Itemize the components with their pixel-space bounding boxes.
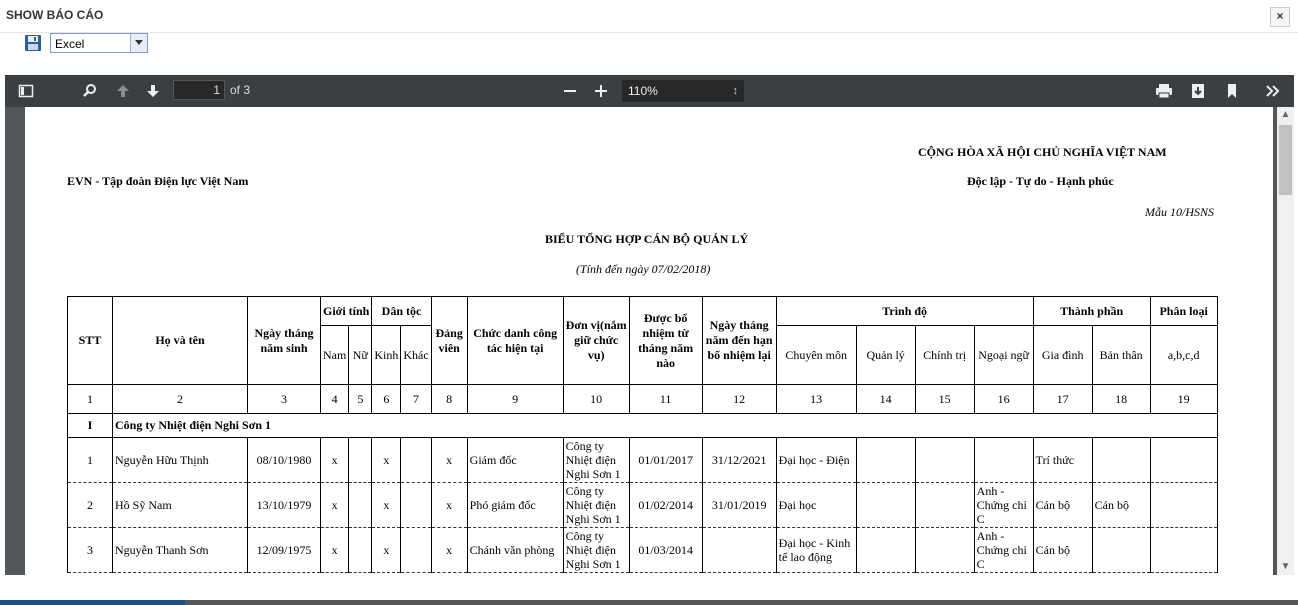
cell-politics [915, 528, 974, 573]
cell-appointed: 01/03/2014 [629, 528, 702, 573]
motto: Độc lập - Tự do - Hạnh phúc [967, 174, 1114, 188]
print-icon[interactable] [1154, 81, 1174, 101]
download-icon[interactable] [1189, 81, 1207, 101]
scroll-down-icon[interactable]: ▼ [1280, 561, 1291, 572]
cell-name: Nguyễn Hữu Thịnh [113, 438, 248, 483]
cell-name: Hồ Sỹ Nam [113, 483, 248, 528]
header-other: Khác [401, 326, 431, 385]
cell-female [349, 528, 372, 573]
cell-self [1092, 528, 1150, 573]
header-gender: Giới tính [321, 297, 372, 326]
cell-family: Cán bộ [1033, 483, 1092, 528]
cell-class [1150, 438, 1217, 483]
next-page-icon[interactable] [144, 81, 162, 101]
cell-family: Trí thức [1033, 438, 1092, 483]
chevron-down-icon[interactable] [130, 34, 147, 52]
cell-self: Cán bộ [1092, 483, 1150, 528]
cell-politics [915, 438, 974, 483]
column-number: 6 [372, 385, 401, 414]
header-name: Họ và tên [113, 297, 248, 385]
group-name: Công ty Nhiệt điện Nghi Sơn 1 [113, 414, 1218, 438]
nation-heading: CỘNG HÒA XÃ HỘI CHỦ NGHĨA VIỆT NAM [918, 145, 1167, 159]
cell-class [1150, 528, 1217, 573]
report-table [67, 296, 1218, 573]
cell-other [401, 528, 431, 573]
dialog-titlebar [0, 0, 1298, 33]
column-number: 11 [629, 385, 702, 414]
header-family: Gia đình [1033, 326, 1092, 385]
table-row [68, 438, 1218, 483]
cell-male: x [321, 483, 349, 528]
cell-appointed: 01/02/2014 [629, 483, 702, 528]
cell-kinh: x [372, 528, 401, 573]
table-row [68, 483, 1218, 528]
header-appointed: Được bổ nhiệm từ tháng năm nào [629, 297, 702, 385]
zoom-select[interactable]: 110% ↕ [622, 80, 744, 102]
cell-male: x [321, 438, 349, 483]
cell-female [349, 438, 372, 483]
page-number-input[interactable]: 1 [173, 80, 225, 100]
more-tools-icon[interactable] [1263, 81, 1283, 101]
group-row [68, 414, 1218, 438]
column-number-row [68, 385, 1218, 414]
cell-position: Chánh văn phòng [467, 528, 563, 573]
previous-page-icon[interactable] [114, 81, 132, 101]
cell-dob: 12/09/1975 [248, 528, 321, 573]
close-button[interactable]: × [1270, 7, 1290, 27]
column-number: 5 [349, 385, 372, 414]
group-number: I [68, 414, 113, 438]
header-female: Nữ [349, 326, 372, 385]
header-unit: Đơn vị(nắm giữ chức vụ) [563, 297, 629, 385]
search-icon[interactable] [81, 81, 99, 101]
column-number: 14 [856, 385, 915, 414]
taskbar-strip [0, 600, 1298, 605]
cell-unit: Công ty Nhiệt điện Nghi Sơn 1 [563, 483, 629, 528]
organization-name: EVN - Tập đoàn Điện lực Việt Nam [67, 174, 249, 188]
header-row-1 [68, 297, 1218, 326]
header-level: Trình độ [776, 297, 1033, 326]
form-code: Mẫu 10/HSNS [1145, 205, 1214, 219]
cell-lang: Anh - Chứng chỉ C [974, 528, 1033, 573]
column-number: 8 [431, 385, 467, 414]
cell-position: Phó giám đốc [467, 483, 563, 528]
cell-party: x [431, 483, 467, 528]
header-reappoint: Ngày tháng năm đến hạn bổ nhiệm lại [702, 297, 776, 385]
pdf-toolbar [5, 75, 1294, 107]
cell-major: Đại học - Điện [776, 438, 856, 483]
zoom-out-icon[interactable] [561, 81, 579, 101]
pdf-viewer [5, 75, 1294, 575]
column-number: 19 [1150, 385, 1217, 414]
cell-class [1150, 483, 1217, 528]
header-self: Bản thân [1092, 326, 1150, 385]
cell-unit: Công ty Nhiệt điện Nghi Sơn 1 [563, 528, 629, 573]
column-number: 12 [702, 385, 776, 414]
column-number: 1 [68, 385, 113, 414]
cell-position: Giám đốc [467, 438, 563, 483]
header-politics: Chính trị [915, 326, 974, 385]
scroll-up-icon[interactable]: ▲ [1280, 109, 1291, 120]
cell-reappoint: 31/01/2019 [702, 483, 776, 528]
header-ethnic: Dân tộc [372, 297, 431, 326]
page-count: of 3 [230, 83, 251, 97]
cell-female [349, 483, 372, 528]
header-male: Nam [321, 326, 349, 385]
cell-kinh: x [372, 438, 401, 483]
column-number: 9 [467, 385, 563, 414]
header-abc: a,b,c,d [1150, 326, 1217, 385]
cell-family: Cán bộ [1033, 528, 1092, 573]
vertical-scrollbar[interactable] [1277, 107, 1294, 575]
header-stt: STT [68, 297, 113, 385]
dialog-title: SHOW BÁO CÁO [6, 8, 104, 22]
export-format-select[interactable] [50, 33, 148, 53]
cell-major: Đại học [776, 483, 856, 528]
header-major: Chuyên môn [776, 326, 856, 385]
cell-male: x [321, 528, 349, 573]
taskbar-accent [0, 600, 185, 605]
cell-lang [974, 438, 1033, 483]
column-number: 13 [776, 385, 856, 414]
cell-lang: Anh - Chứng chỉ C [974, 483, 1033, 528]
header-origin: Thành phần [1033, 297, 1150, 326]
cell-other [401, 438, 431, 483]
cell-mgmt [856, 483, 915, 528]
cell-mgmt [856, 528, 915, 573]
cell-politics [915, 483, 974, 528]
column-number: 3 [248, 385, 321, 414]
cell-reappoint: 31/12/2021 [702, 438, 776, 483]
column-number: 18 [1092, 385, 1150, 414]
column-number: 15 [915, 385, 974, 414]
cell-stt: 2 [68, 483, 113, 528]
header-lang: Ngoại ngữ [974, 326, 1033, 385]
cell-reappoint [702, 528, 776, 573]
cell-self [1092, 438, 1150, 483]
sidebar-toggle-icon[interactable] [17, 81, 35, 101]
cell-unit: Công ty Nhiệt điện Nghi Sơn 1 [563, 438, 629, 483]
column-number: 10 [563, 385, 629, 414]
export-format-value: Excel [55, 37, 85, 51]
cell-name: Nguyễn Thanh Sơn [113, 528, 248, 573]
cell-other [401, 483, 431, 528]
column-number: 17 [1033, 385, 1092, 414]
header-class: Phân loại [1150, 297, 1217, 326]
column-number: 16 [974, 385, 1033, 414]
table-row [68, 528, 1218, 573]
report-date: (Tính đến ngày 07/02/2018) [576, 262, 711, 276]
cell-stt: 3 [68, 528, 113, 573]
column-number: 7 [401, 385, 431, 414]
column-number: 2 [113, 385, 248, 414]
header-position: Chức danh công tác hiện tại [467, 297, 563, 385]
zoom-in-icon[interactable] [592, 81, 610, 101]
cell-stt: 1 [68, 438, 113, 483]
report-title: BIỂU TỔNG HỢP CÁN BỘ QUẢN LÝ [545, 232, 749, 246]
cell-major: Đại học - Kinh tế lao động [776, 528, 856, 573]
scrollbar-thumb[interactable] [1279, 125, 1292, 195]
cell-mgmt [856, 438, 915, 483]
cell-party: x [431, 438, 467, 483]
header-dob: Ngày tháng năm sinh [248, 297, 321, 385]
cell-dob: 13/10/1979 [248, 483, 321, 528]
header-party: Đảng viên [431, 297, 467, 385]
bookmark-icon[interactable] [1224, 81, 1240, 101]
cell-dob: 08/10/1980 [248, 438, 321, 483]
pdf-page [25, 107, 1273, 575]
cell-kinh: x [372, 483, 401, 528]
cell-party: x [431, 528, 467, 573]
header-mgmt: Quản lý [856, 326, 915, 385]
cell-appointed: 01/01/2017 [629, 438, 702, 483]
save-icon[interactable] [24, 34, 42, 52]
column-number: 4 [321, 385, 349, 414]
header-kinh: Kinh [372, 326, 401, 385]
